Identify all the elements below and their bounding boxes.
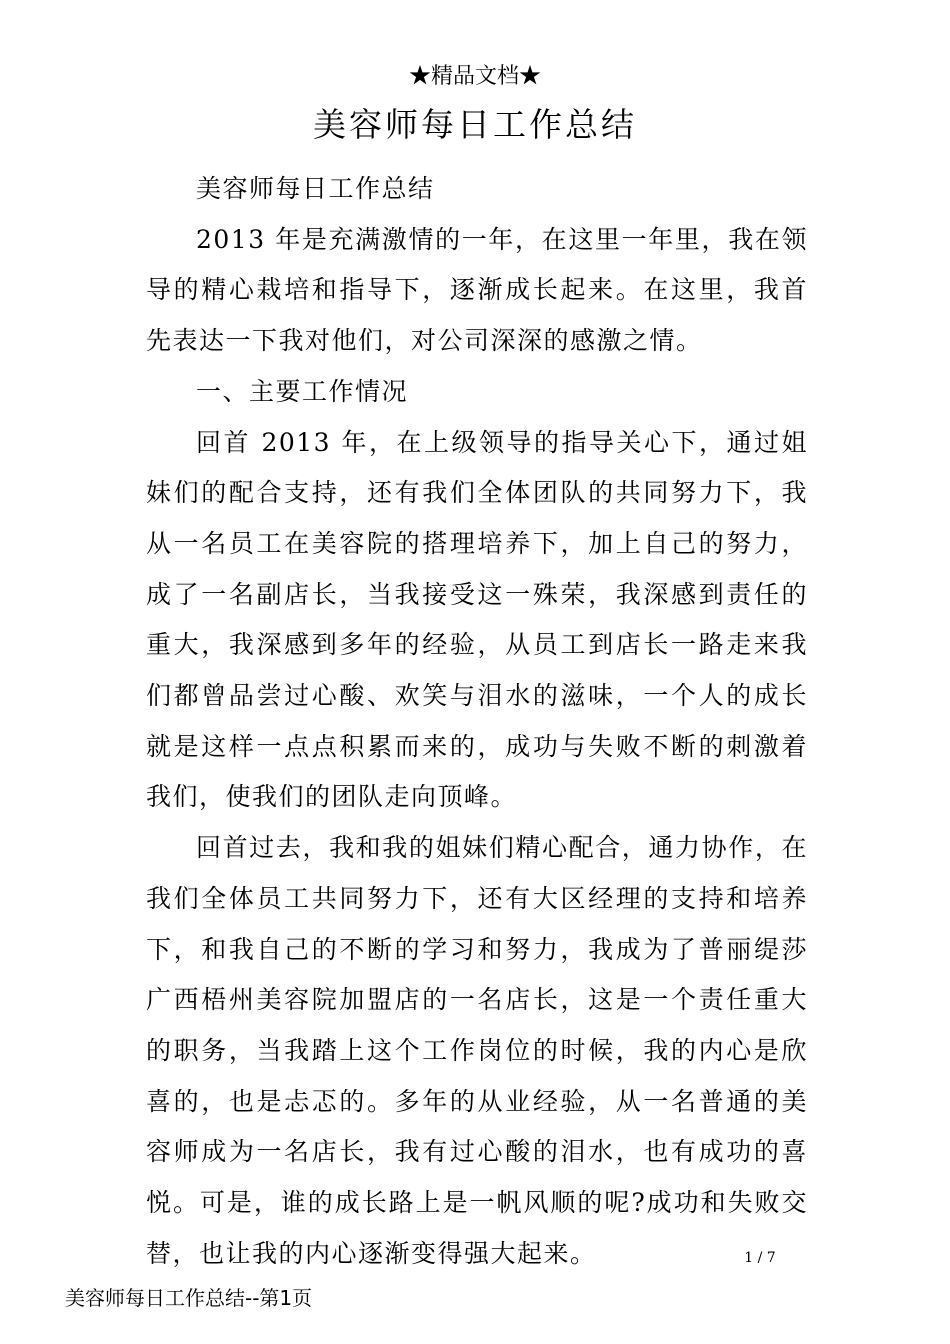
footer-caption: 美容师每日工作总结--第1页 xyxy=(65,1286,313,1310)
paragraph-intro: 2013 年是充满激情的一年，在这里一年里，我在领导的精心栽培和指导下，逐渐成长起来。在这里，我首先表达一下我对他们，对公司深深的感激之情。 xyxy=(146,224,808,356)
document-title: 美容师每日工作总结 xyxy=(313,105,637,144)
paragraph-review-2013: 回首 2013 年，在上级领导的指导关心下，通过姐妹们的配合支持，还有我们全体团队的共同努力下，我从一名员工在美容院的搭理培养下，加上自己的努力，成了一名副店长，当我接受这一殊荣，我深感到责任的重大，我深感到多年的经验，从员工到店长一路走来我们都曾品尝过心酸、欢笑与泪水的滋味，一个人的成长就是这样一点点积累而来的，成功与失败不断的刺激着我们，使我们的团队走向顶峰。 xyxy=(146,427,808,812)
section-heading: 一、主要工作情况 xyxy=(196,376,409,406)
paragraph-subtitle: 美容师每日工作总结 xyxy=(196,174,435,203)
header-mark: ★精品文档★ xyxy=(408,64,541,89)
page-number: 1 / 7 xyxy=(744,1250,776,1266)
document-body xyxy=(146,164,808,1279)
paragraph-review-past: 回首过去，我和我的姐妹们精心配合，通力协作，在我们全体员工共同努力下，还有大区经理的支持和培养下，和我自己的不断的学习和努力，我成为了普丽缇莎广西梧州美容院加盟店的一名店长，这是一个责任重大的职务，当我踏上这个工作岗位的时候，我的内心是欣喜的，也是忐忑的。多年的从业经验，从一名普通的美容师成为一名店长，我有过心酸的泪水，也有成功的喜悦。可是，谁的成长路上是一帆风顺的呢?成功和失败交替，也让我的内心逐渐变得强大起来。 xyxy=(146,833,808,1268)
